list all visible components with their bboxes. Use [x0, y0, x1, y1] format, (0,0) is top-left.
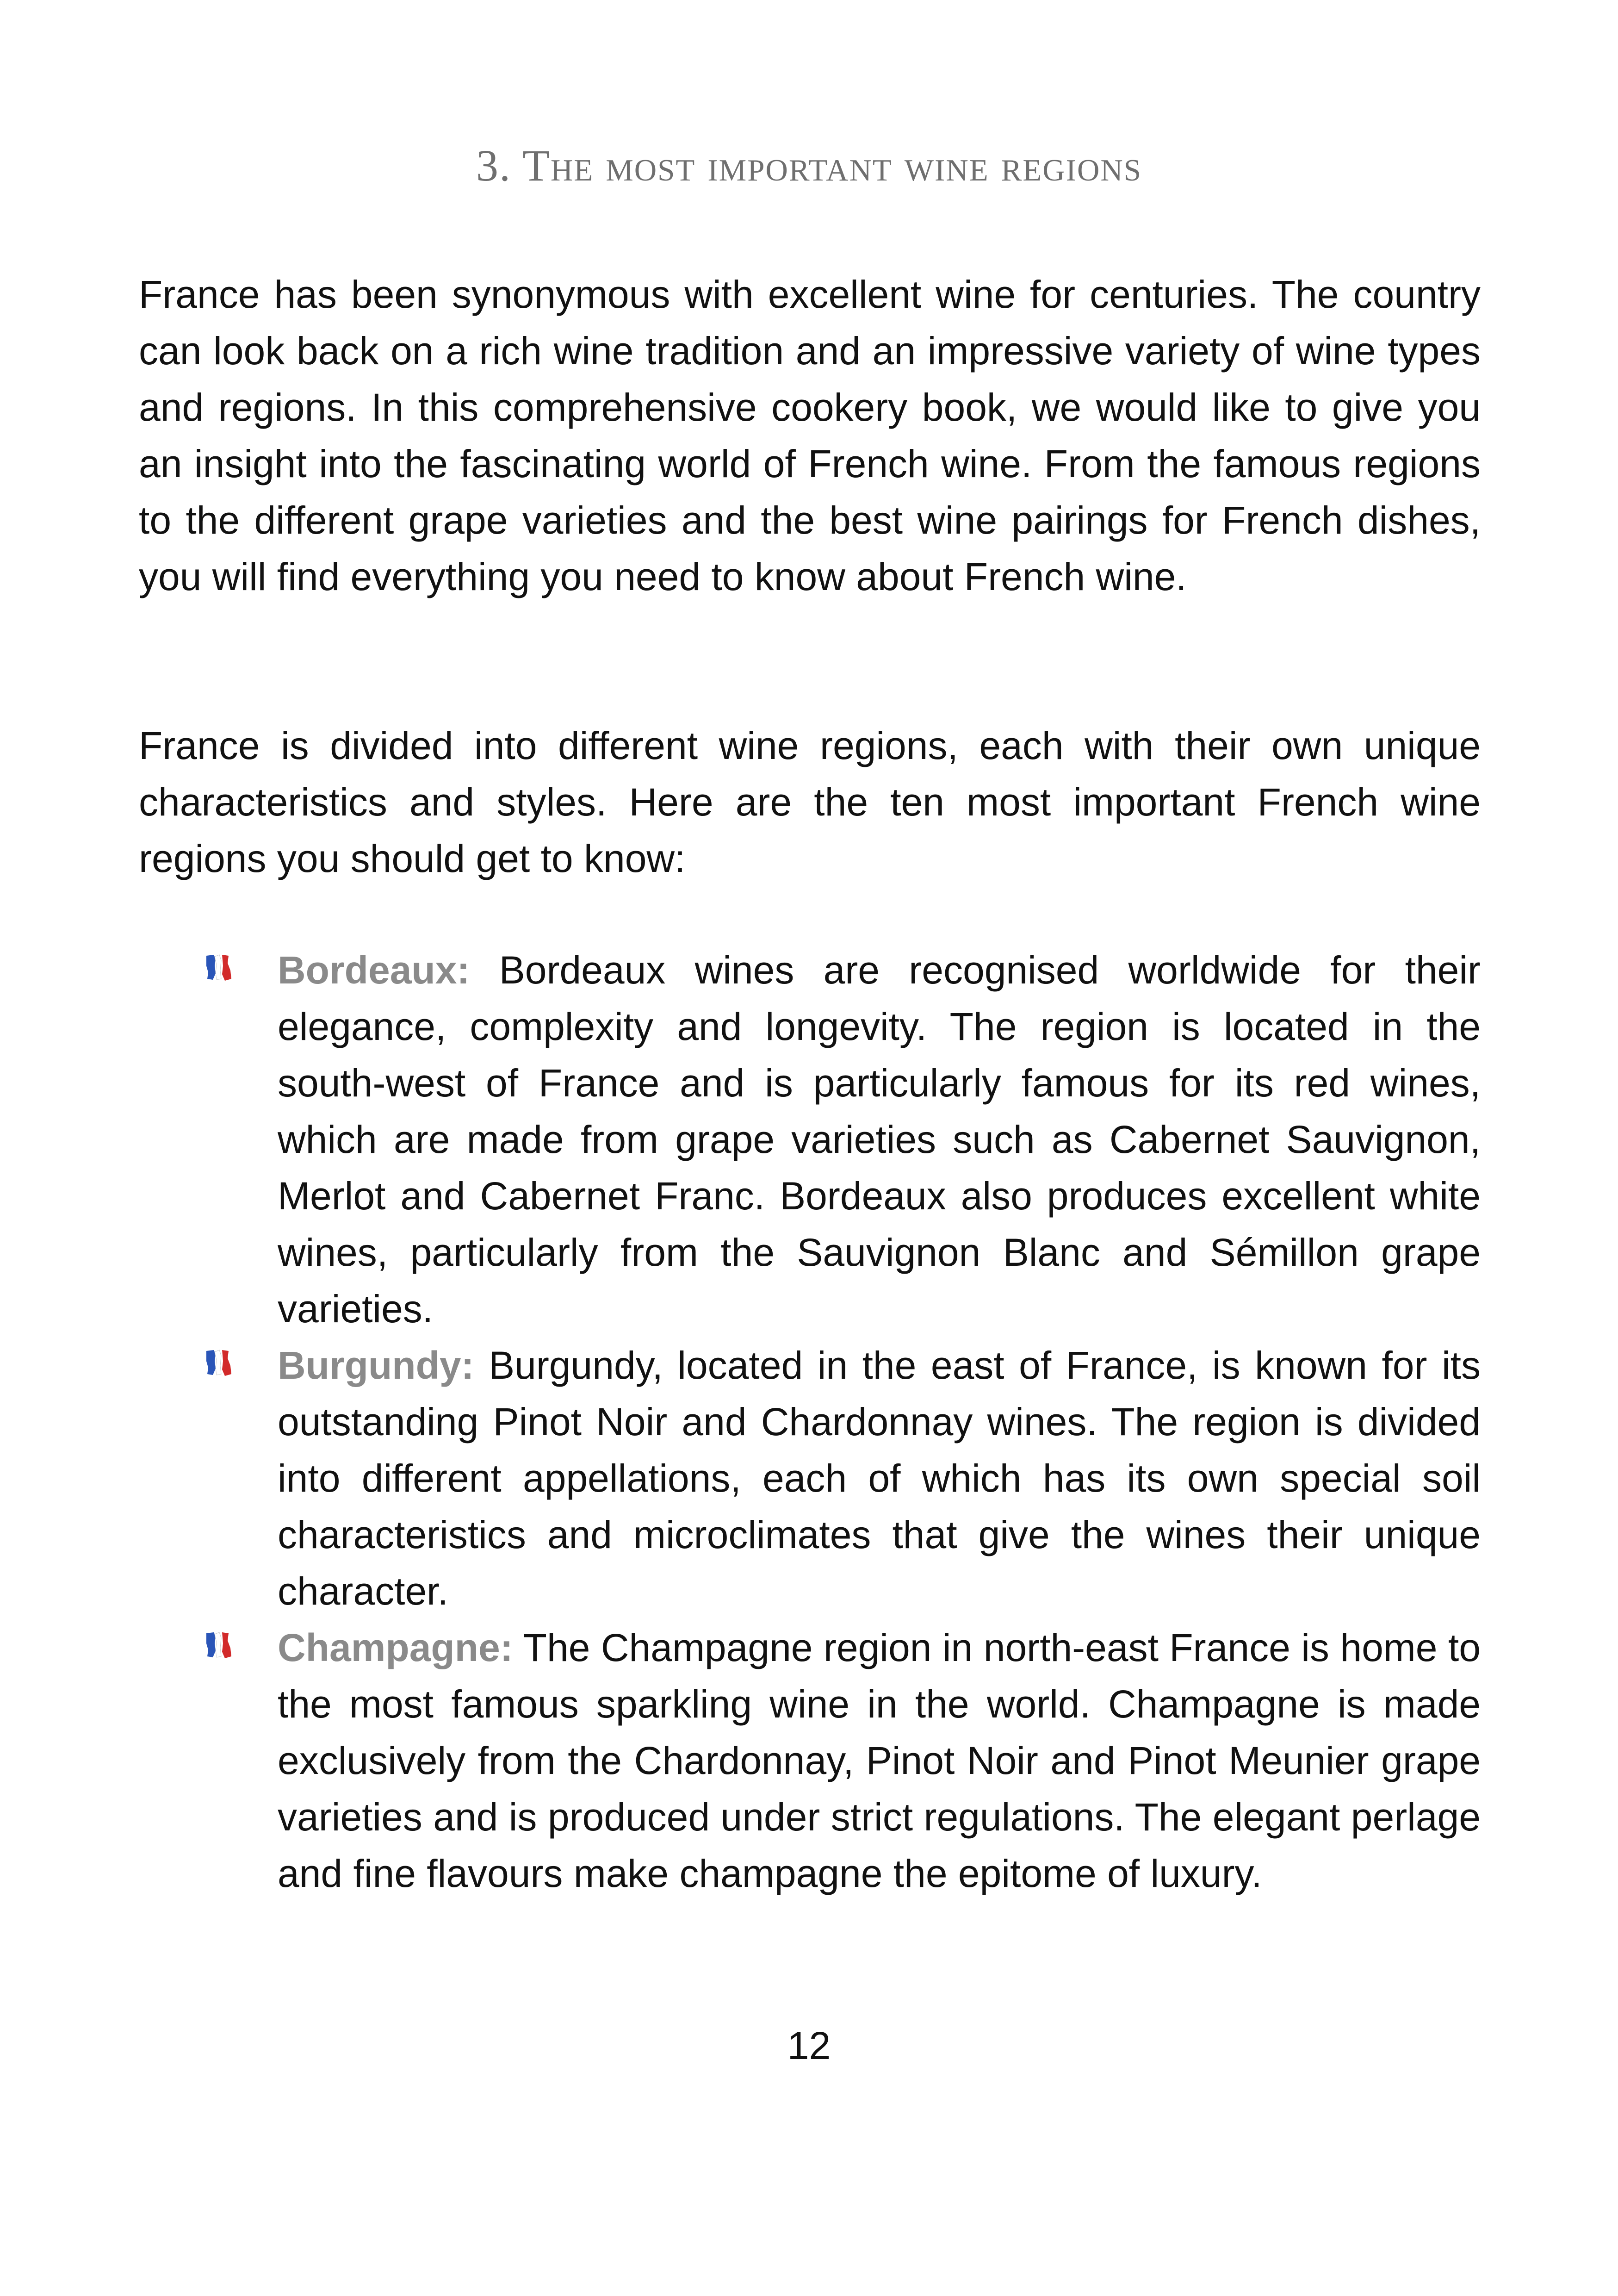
region-name: Champagne:	[278, 1626, 513, 1669]
france-map-flag-icon	[204, 1347, 236, 1380]
page-number: 12	[787, 2024, 831, 2067]
chapter-title: 3. The most important wine regions	[476, 141, 1142, 190]
region-name: Bordeaux:	[278, 948, 470, 992]
region-description: Burgundy, located in the east of France, is known for its outstanding Pinot Noir and Chardonnay wines. The region is divided into different appellations, each of which has its own special soil characteristics and microclimates that give the wines their unique character.	[278, 1344, 1481, 1613]
list-item-burgundy	[204, 1337, 1481, 1619]
region-description: The Champagne region in north-east France is home to the most famous sparkling wine in the world. Champagne is made exclusively from the Chardonnay, Pinot Noir and Pinot Meunier grape varieties and is produced under strict regulations. The elegant perlage and fine flavours make champagne the epitome of luxury.	[278, 1626, 1481, 1895]
regions-intro-paragraph: France is divided into different wine regions, each with their own unique characteristics and styles. Here are the ten most important French wine regions you should get to know:	[139, 724, 1481, 880]
intro-paragraph: France has been synonymous with excellent wine for centuries. The country can look back on a rich wine tradition and an impressive variety of wine types and regions. In this comprehensive cookery book, we would like to give you an insight into the fascinating world of French wine. From the famous regions to the different grape varieties and the best wine pairings for French dishes, you will find everything you need to know about French wine.	[139, 273, 1481, 598]
list-item-champagne	[204, 1619, 1481, 1902]
region-description: Bordeaux wines are recognised worldwide for their elegance, complexity and longevity. The region is located in the south-west of France and is particularly famous for its red wines, which are made from grape varieties such as Cabernet Sauvignon, Merlot and Cabernet Franc. Bordeaux also produces excellent white wines, particularly from the Sauvignon Blanc and Sémillon grape varieties.	[278, 948, 1481, 1331]
france-map-flag-icon	[204, 1630, 236, 1662]
france-map-flag-icon	[204, 952, 236, 984]
region-name: Burgundy:	[278, 1344, 474, 1387]
list-item-bordeaux	[204, 942, 1481, 1337]
wine-region-list	[204, 942, 1481, 1902]
